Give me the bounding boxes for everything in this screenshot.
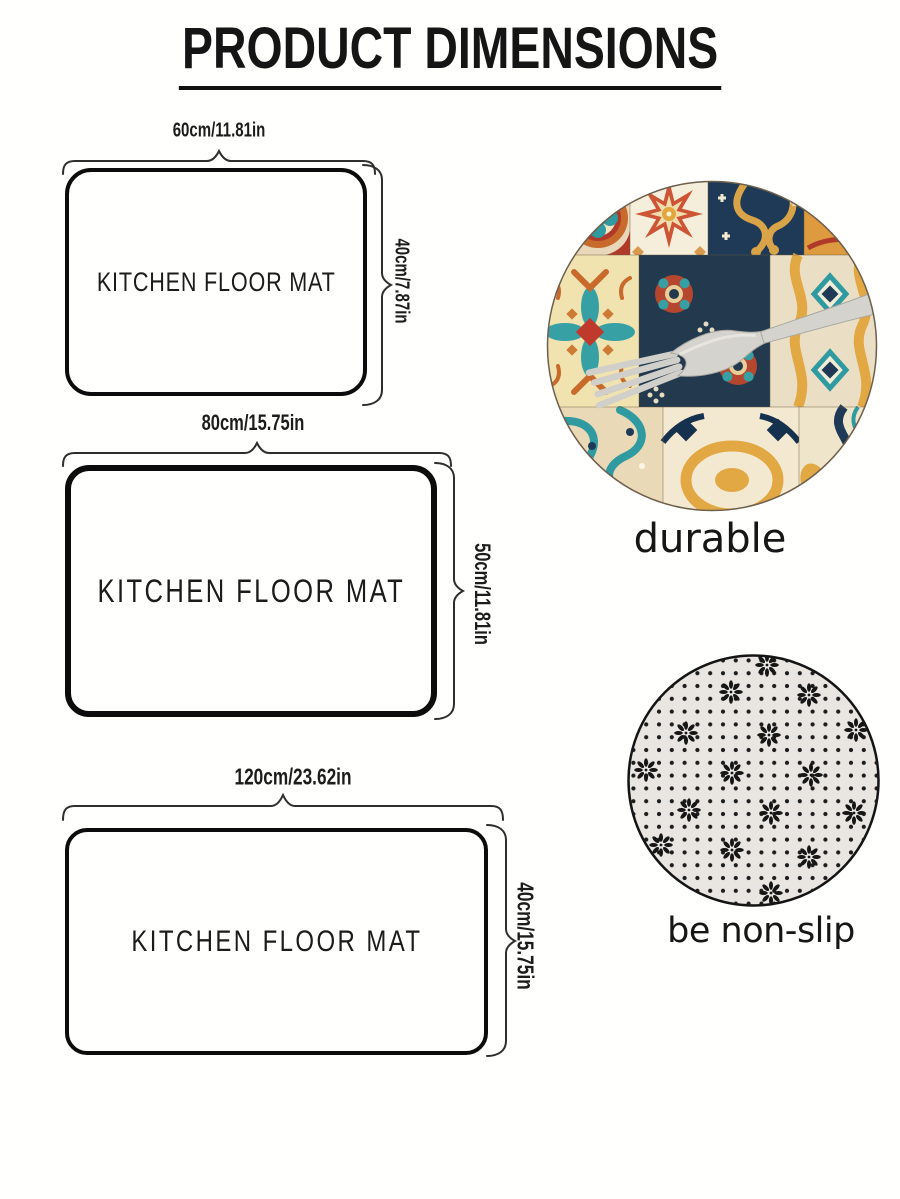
mat-outline-medium	[65, 465, 437, 717]
mat-outline-large	[65, 828, 488, 1055]
durable-tile-swatch	[546, 180, 878, 512]
mat3-print-text: KITCHEN FLOOR MAT	[130, 924, 423, 958]
mat3-width-brace	[62, 790, 504, 820]
mat2-height-brace	[434, 462, 466, 720]
durable-caption: durable	[633, 516, 787, 562]
non-slip-caption: be non-slip	[667, 911, 855, 951]
page-title: PRODUCT DIMENSIONS	[179, 18, 722, 90]
non-slip-texture-swatch	[627, 654, 880, 907]
product-dimensions-infographic: PRODUCT DIMENSIONS 60cm/11.81in KITCHEN FLOOR MAT 40cm/7.87in 80cm/15.75in KITCHEN FLOOR MAT 50cm/11.81in 120cm/23.62in KITCHEN FLOOR MAT 40cm/15.75in durable be non-slip	[0, 0, 900, 1199]
navy-medallion	[655, 275, 693, 313]
mat-outline-small	[65, 168, 367, 396]
page-title-wrap	[0, 18, 900, 90]
mat2-print-text: KITCHEN FLOOR MAT	[97, 572, 405, 609]
mat2-width-brace	[62, 438, 452, 466]
mat1-print-text: KITCHEN FLOOR MAT	[96, 266, 336, 297]
